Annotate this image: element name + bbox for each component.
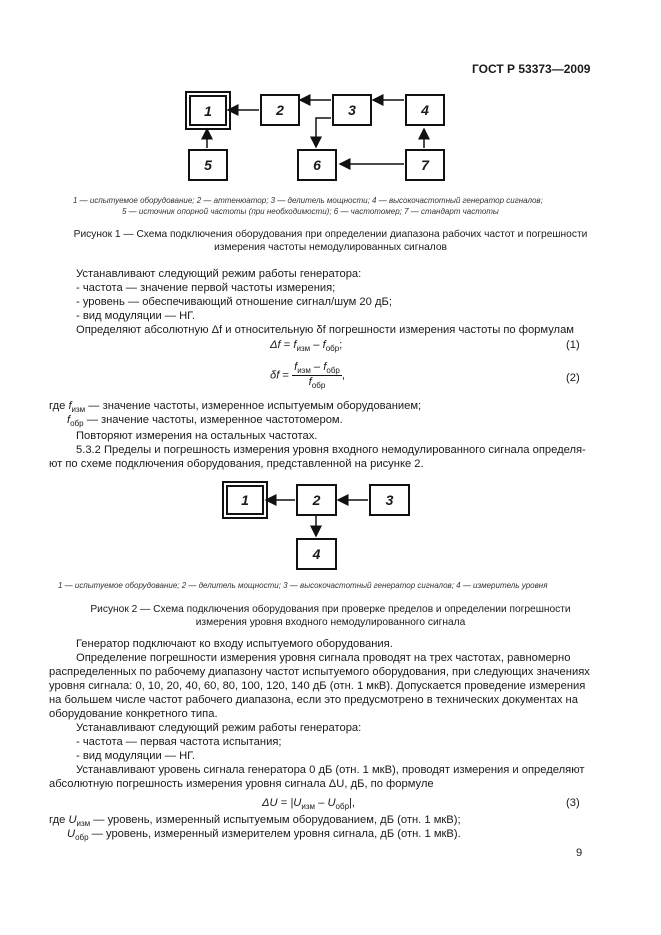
figure1-legend-line2: 5 — источник опорной частоты (при необходимости); 6 — частотомер; 7 — стандарт частоты <box>122 207 499 216</box>
fraction: $\frac{f_{изм} - f_{обр}}{f_{обр}}$ <box>294 361 340 391</box>
fig1-box-5: 5 <box>188 149 228 181</box>
equation-1-number: (1) <box>566 339 580 351</box>
paragraph: ют по схеме подключения оборудования, представленной на рисунке 2. <box>49 458 424 470</box>
list-item: - вид модуляции — НГ. <box>76 310 195 322</box>
fig1-box-1: 1 <box>189 95 227 126</box>
paragraph: Устанавливают следующий режим работы генератора: <box>76 268 362 280</box>
paragraph: Устанавливают следующий режим работы генератора: <box>76 722 362 734</box>
document-header: ГОСТ Р 53373—2009 <box>472 62 591 76</box>
figure2-caption-line2: измерения уровня входного немодулированного сигнала <box>195 617 466 628</box>
fig2-box-3: 3 <box>369 484 410 516</box>
fig2-box-1: 1 <box>226 485 264 515</box>
paragraph: уровня сигнала: 0, 10, 20, 40, 60, 80, 100, 120, 140 дБ (отн. 1 мкВ). Допускается проведение измерения <box>49 680 586 692</box>
fig2-box-4: 4 <box>296 538 337 570</box>
paragraph: абсолютную погрешность измерения уровня сигнала ΔU, дБ, по формуле <box>49 778 434 790</box>
where-line: $f_{обр}$ — значение частоты, измеренное частотомером. <box>67 414 343 429</box>
figure1-legend-line1: 1 — испытуемое оборудование; 2 — аттенюатор; 3 — делитель мощности; 4 — высокочастотный генератор сигналов; <box>73 196 543 205</box>
list-item: - частота — первая частота испытания; <box>76 736 282 748</box>
fig1-box-2: 2 <box>260 94 300 126</box>
paragraph: Устанавливают уровень сигнала генератора 0 дБ (отн. 1 мкВ), проводят измерения и определяют <box>76 764 585 776</box>
equation-3: $\Delta U = |U_{изм} - U_{обр}|$, <box>262 797 356 812</box>
fig1-box-3: 3 <box>332 94 372 126</box>
paragraph: на большем числе частот рабочего диапазона, если это предусмотрено в технических документах на <box>49 694 578 706</box>
paragraph: оборудование конкретного типа. <box>49 708 218 720</box>
fig1-box-6: 6 <box>297 149 337 181</box>
paragraph: Определяют абсолютную Δf и относительную δf погрешности измерения частоты по формулам <box>76 324 574 336</box>
figure2-legend: 1 — испытуемое оборудование; 2 — делитель мощности; 3 — высокочастотный генератор сигналов; 4 — измеритель уровня <box>58 581 548 590</box>
where-line: где $U_{изм}$ — уровень, измеренный испытуемым оборудованием, дБ (отн. 1 мкВ); <box>49 814 461 829</box>
fig1-box-7: 7 <box>405 149 445 181</box>
equation-3-number: (3) <box>566 797 580 809</box>
page-number: 9 <box>576 847 583 859</box>
equation-1: $\Delta f = f_{изм} - f_{обр}$; <box>270 339 343 354</box>
paragraph: Генератор подключают ко входу испытуемого оборудования. <box>76 638 393 650</box>
figure2-caption-line1: Рисунок 2 — Схема подключения оборудования при проверке пределов и определении погрешности <box>90 604 571 615</box>
list-item: - частота — значение первой частоты измерения; <box>76 282 336 294</box>
figure1-caption-line2: измерения частоты немодулированных сигналов <box>214 242 447 253</box>
paragraph: Определение погрешности измерения уровня сигнала проводят на трех частотах, равномерно <box>76 652 571 664</box>
fig2-box-2: 2 <box>296 484 337 516</box>
figure1-caption-line1: Рисунок 1 — Схема подключения оборудования при определении диапазона рабочих частот и погрешности <box>73 229 588 240</box>
where-line: $U_{обр}$ — уровень, измеренный измерителем уровня сигнала, дБ (отн. 1 мкВ). <box>67 828 461 843</box>
equation-2: δf = $\frac{f_{изм} - f_{обр}}{f_{обр}}$ , <box>270 361 345 391</box>
equation-2-number: (2) <box>566 372 580 384</box>
paragraph: 5.3.2 Пределы и погрешность измерения уровня входного немодулированного сигнала определя- <box>76 444 586 456</box>
list-item: - вид модуляции — НГ. <box>76 750 195 762</box>
list-item: - уровень — обеспечивающий отношение сигнал/шум 20 дБ; <box>76 296 392 308</box>
arrow-3-to-6 <box>316 118 331 147</box>
where-line: где $f_{изм}$ — значение частоты, измеренное испытуемым оборудованием; <box>49 400 422 415</box>
fig1-box-4: 4 <box>405 94 445 126</box>
paragraph: распределенных по рабочему диапазону частот испытуемого оборудования, при следующих значениях <box>49 666 590 678</box>
paragraph: Повторяют измерения на остальных частотах. <box>76 430 318 442</box>
